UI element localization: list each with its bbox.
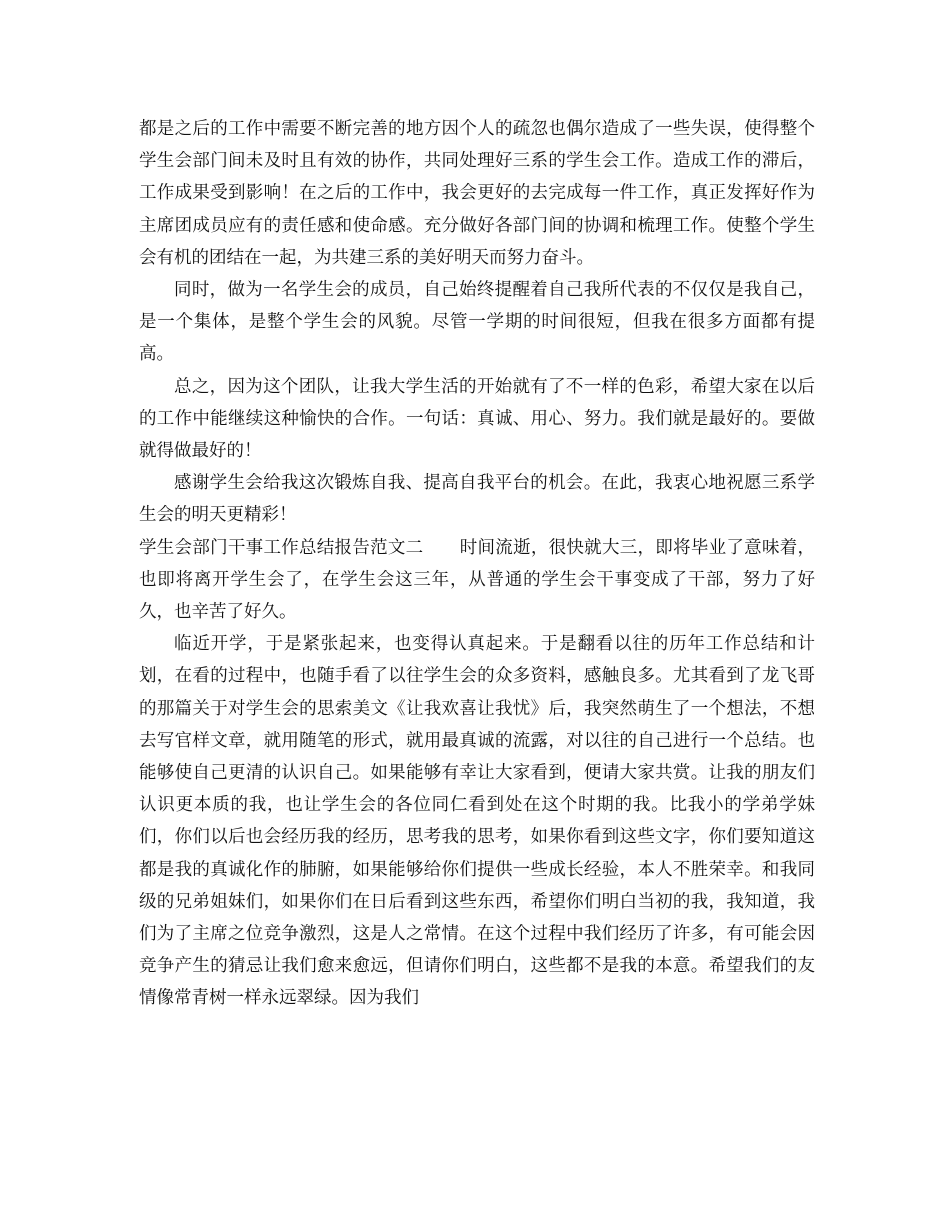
body-paragraph: 总之，因为这个团队，让我大学生活的开始就有了不一样的色彩，希望大家在以后的工作中能继续这种愉快的合作。一句话：真诚、用心、努力。我们就是最好的。要做就得做最好的！ <box>139 376 815 462</box>
document-page <box>139 113 815 1015</box>
body-paragraph: 同时，做为一名学生会的成员，自己始终提醒着自己我所代表的不仅仅是我自己，是一个集体，是整个学生会的风貌。尽管一学期的时间很短，但我在很多方面都有提高。 <box>139 280 815 365</box>
section-start-paragraph <box>139 532 815 629</box>
body-paragraph: 感谢学生会给我这次锻炼自我、提高自我平台的机会。在此，我衷心地祝愿三系学生会的明天更精彩！ <box>139 473 815 526</box>
section-heading: 学生会部门干事工作总结报告范文二 <box>139 537 424 558</box>
section-first-paragraph: 时间流逝，很快就大三，即将毕业了意味着，也即将离开学生会了，在学生会这三年，从普通的学生会干事变成了干部，努力了好久，也辛苦了好久。 <box>139 537 816 623</box>
body-paragraph: 都是之后的工作中需要不断完善的地方因个人的疏忽也偶尔造成了一些失误，使得整个学生会部门间未及时且有效的协作，共同处理好三系的学生会工作。造成工作的滞后，工作成果受到影响！在之后的工作中，我会更好的去完成每一件工作，真正发挥好作为主席团成员应有的责任感和使命感。充分做好各部门间的协调和梳理工作。使整个学生会有机的团结在一起，为共建三系的美好明天而努力奋斗。 <box>139 119 815 268</box>
body-paragraph: 临近开学，于是紧张起来，也变得认真起来。于是翻看以往的历年工作总结和计划，在看的过程中，也随手看了以往学生会的众多资料，感触良多。尤其看到了龙飞哥的那篇关于对学生会的思索美文《让我欢喜让我忧》后，我突然萌生了一个想法，不想去写官样文章，就用随笔的形式，就用最真诚的流露，对以往的自己进行一个总结。也能够使自己更清的认识自己。如果能够有幸让大家看到，便请大家共赏。让我的朋友们认识更本质的我，也让学生会的各位同仁看到处在这个时期的我。比我小的学弟学妹们，你们以后也会经历我的经历，思考我的思考，如果你看到这些文字，你们要知道这都是我的真诚化作的肺腑，如果能够给你们提供一些成长经验，本人不胜荣幸。和我同级的兄弟姐妹们，如果你们在日后看到这些东西，希望你们明白当初的我，我知道，我们为了主席之位竞争激烈，这是人之常情。在这个过程中我们经历了许多，有可能会因竞争产生的猜忌让我们愈来愈远，但请你们明白，这些都不是我的本意。希望我们的友情像常青树一样永远翠绿。因为我们 <box>139 634 815 1009</box>
